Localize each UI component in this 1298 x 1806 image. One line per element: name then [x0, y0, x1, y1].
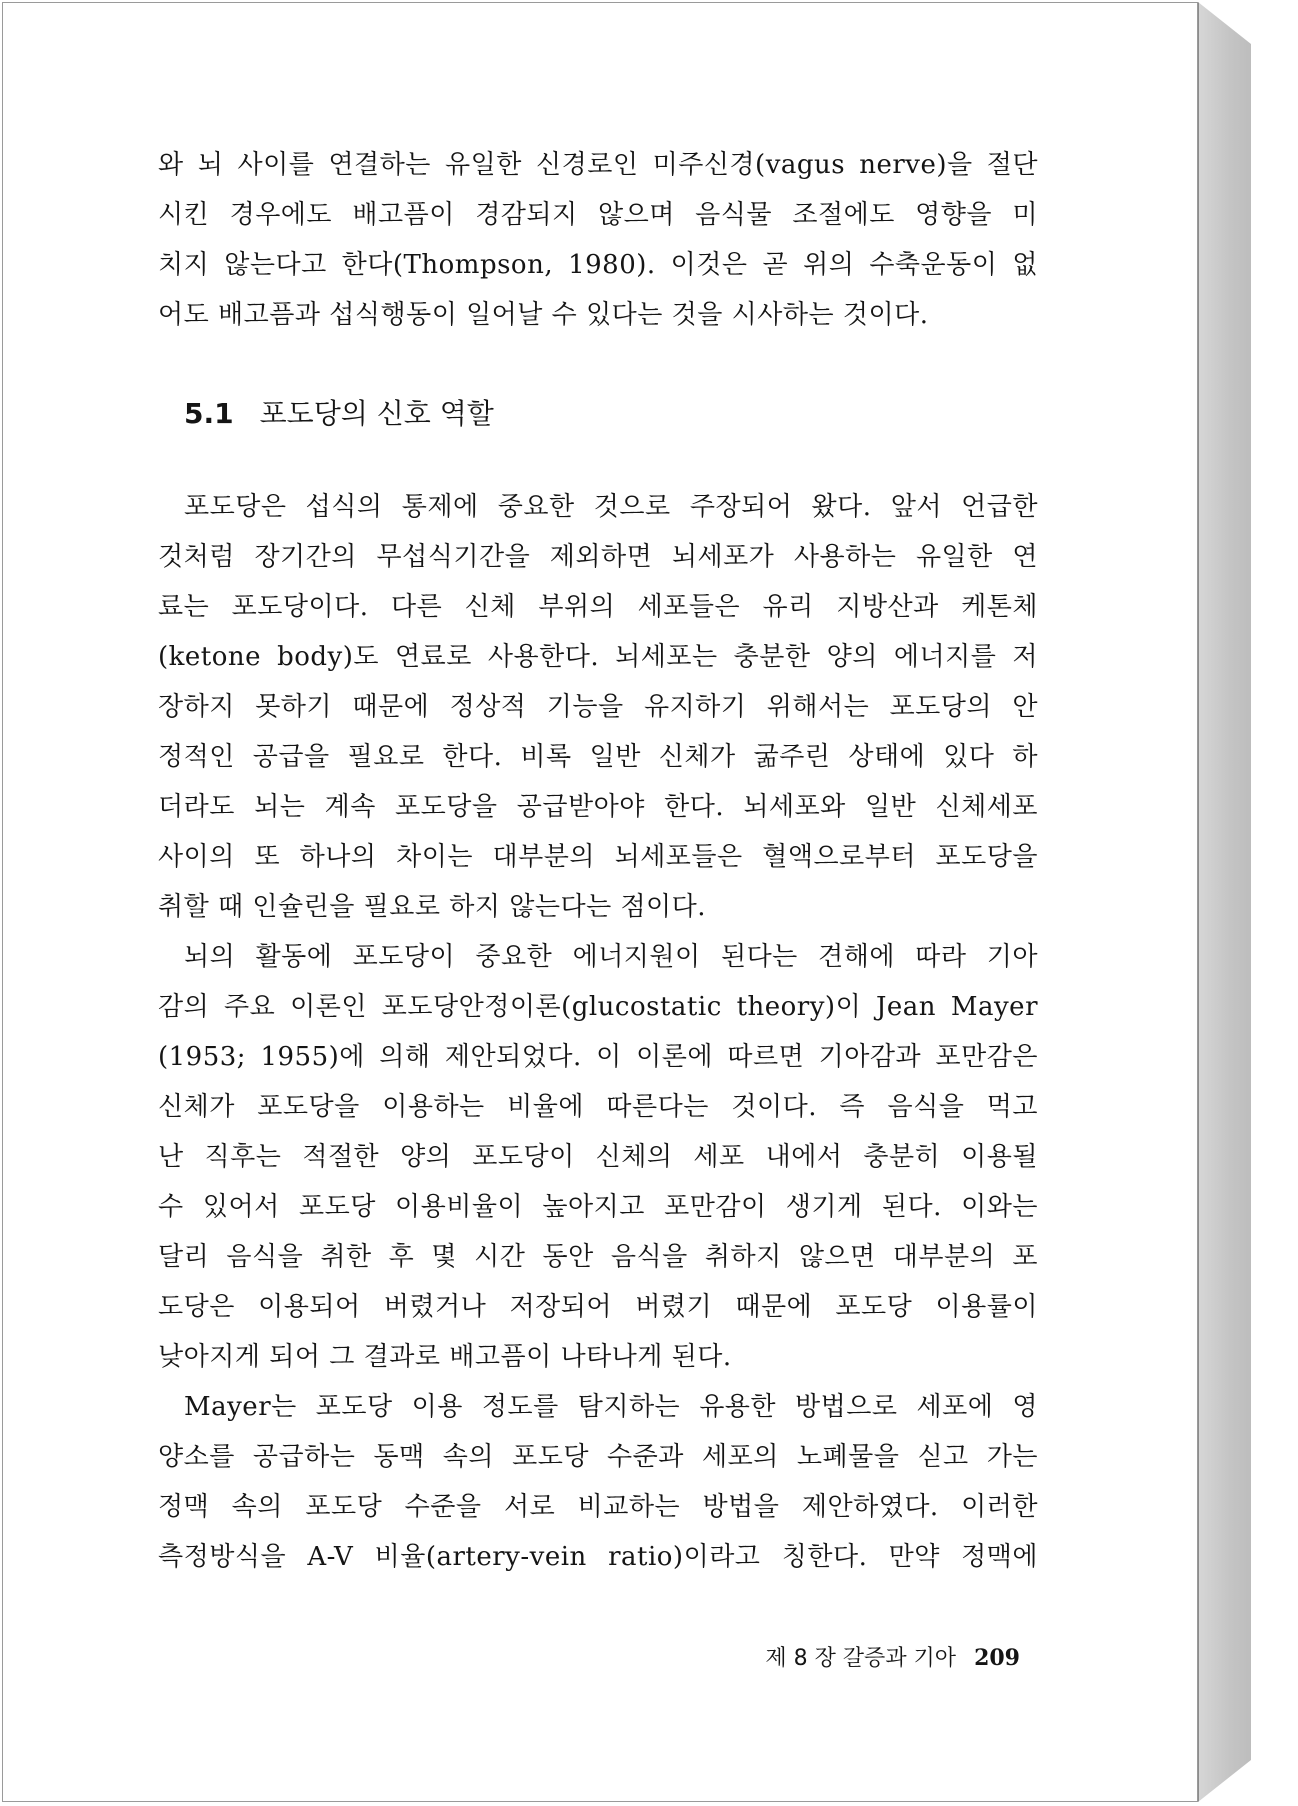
- text-line: 신체가 포도당을 이용하는 비율에 따른다는 것이다. 즉 음식을 먹고: [158, 1092, 1038, 1122]
- text-line: 어도 배고픔과 섭식행동이 일어날 수 있다는 것을 시사하는 것이다.: [158, 300, 929, 330]
- text-line: 뇌의 활동에 포도당이 중요한 에너지원이 된다는 견해에 따라 기아: [184, 942, 1038, 972]
- text-line: 정적인 공급을 필요로 한다. 비록 일반 신체가 굶주린 상태에 있다 하: [158, 742, 1038, 772]
- text-line: 취할 때 인슐린을 필요로 하지 않는다는 점이다.: [158, 892, 707, 922]
- text-line: (ketone body)도 연료로 사용한다. 뇌세포는 충분한 양의 에너지를 저: [158, 642, 1038, 672]
- page-footer: [700, 1640, 1020, 1676]
- text-line: 도당은 이용되어 버렸거나 저장되어 버렸기 때문에 포도당 이용률이: [158, 1292, 1038, 1322]
- text-line: 사이의 또 하나의 차이는 대부분의 뇌세포들은 혈액으로부터 포도당을: [158, 842, 1038, 872]
- section-title: 포도당의 신호 역할: [259, 397, 494, 430]
- top-paragraph: [158, 140, 1038, 340]
- text-line: 와 뇌 사이를 연결하는 유일한 신경로인 미주신경(vagus nerve)을 절단: [158, 150, 1038, 180]
- text-line: 감의 주요 이론인 포도당안정이론(glucostatic theory)이 Jean Mayer: [158, 992, 1038, 1022]
- text-line: 치지 않는다고 한다(Thompson, 1980). 이것은 곧 위의 수축운동이 없: [158, 250, 1038, 280]
- text-line: 더라도 뇌는 계속 포도당을 공급받아야 한다. 뇌세포와 일반 신체세포: [158, 792, 1038, 822]
- text-line: 달리 음식을 취한 후 몇 시간 동안 음식을 취하지 않으면 대부분의 포: [158, 1242, 1038, 1272]
- text-line: 양소를 공급하는 동맥 속의 포도당 수준과 세포의 노폐물을 싣고 가는: [158, 1442, 1038, 1472]
- section-heading: [158, 394, 1038, 434]
- page-body: [158, 140, 1038, 1582]
- text-line: (1953; 1955)에 의해 제안되었다. 이 이론에 따르면 기아감과 포만감은: [158, 1042, 1038, 1072]
- page-number: 209: [974, 1645, 1020, 1671]
- text-line: 장하지 못하기 때문에 정상적 기능을 유지하기 위해서는 포도당의 안: [158, 692, 1038, 722]
- page-stack-edge: [1198, 2, 1251, 1802]
- text-line: 료는 포도당이다. 다른 신체 부위의 세포들은 유리 지방산과 케톤체: [158, 592, 1038, 622]
- text-line: 포도당은 섭식의 통제에 중요한 것으로 주장되어 왔다. 앞서 언급한: [184, 492, 1038, 522]
- text-line: 낮아지게 되어 그 결과로 배고픔이 나타나게 된다.: [158, 1342, 732, 1372]
- paragraph-glucose-signal: [158, 482, 1038, 932]
- running-chapter-title: 제 8 장 갈증과 기아: [765, 1646, 957, 1671]
- paragraph-av-ratio: [158, 1382, 1038, 1582]
- text-line: 측정방식을 A-V 비율(artery-vein ratio)이라고 칭한다. 만약 정맥에: [158, 1542, 1038, 1572]
- text-line: 시킨 경우에도 배고픔이 경감되지 않으며 음식물 조절에도 영향을 미: [158, 200, 1038, 230]
- text-line: Mayer는 포도당 이용 정도를 탐지하는 유용한 방법으로 세포에 영: [184, 1392, 1038, 1422]
- section-number: 5.1: [184, 397, 234, 430]
- text-line: 정맥 속의 포도당 수준을 서로 비교하는 방법을 제안하였다. 이러한: [158, 1492, 1038, 1522]
- text-line: 것처럼 장기간의 무섭식기간을 제외하면 뇌세포가 사용하는 유일한 연: [158, 542, 1038, 572]
- text-line: 난 직후는 적절한 양의 포도당이 신체의 세포 내에서 충분히 이용될: [158, 1142, 1038, 1172]
- text-line: 수 있어서 포도당 이용비율이 높아지고 포만감이 생기게 된다. 이와는: [158, 1192, 1038, 1222]
- paragraph-glucostatic-theory: [158, 932, 1038, 1382]
